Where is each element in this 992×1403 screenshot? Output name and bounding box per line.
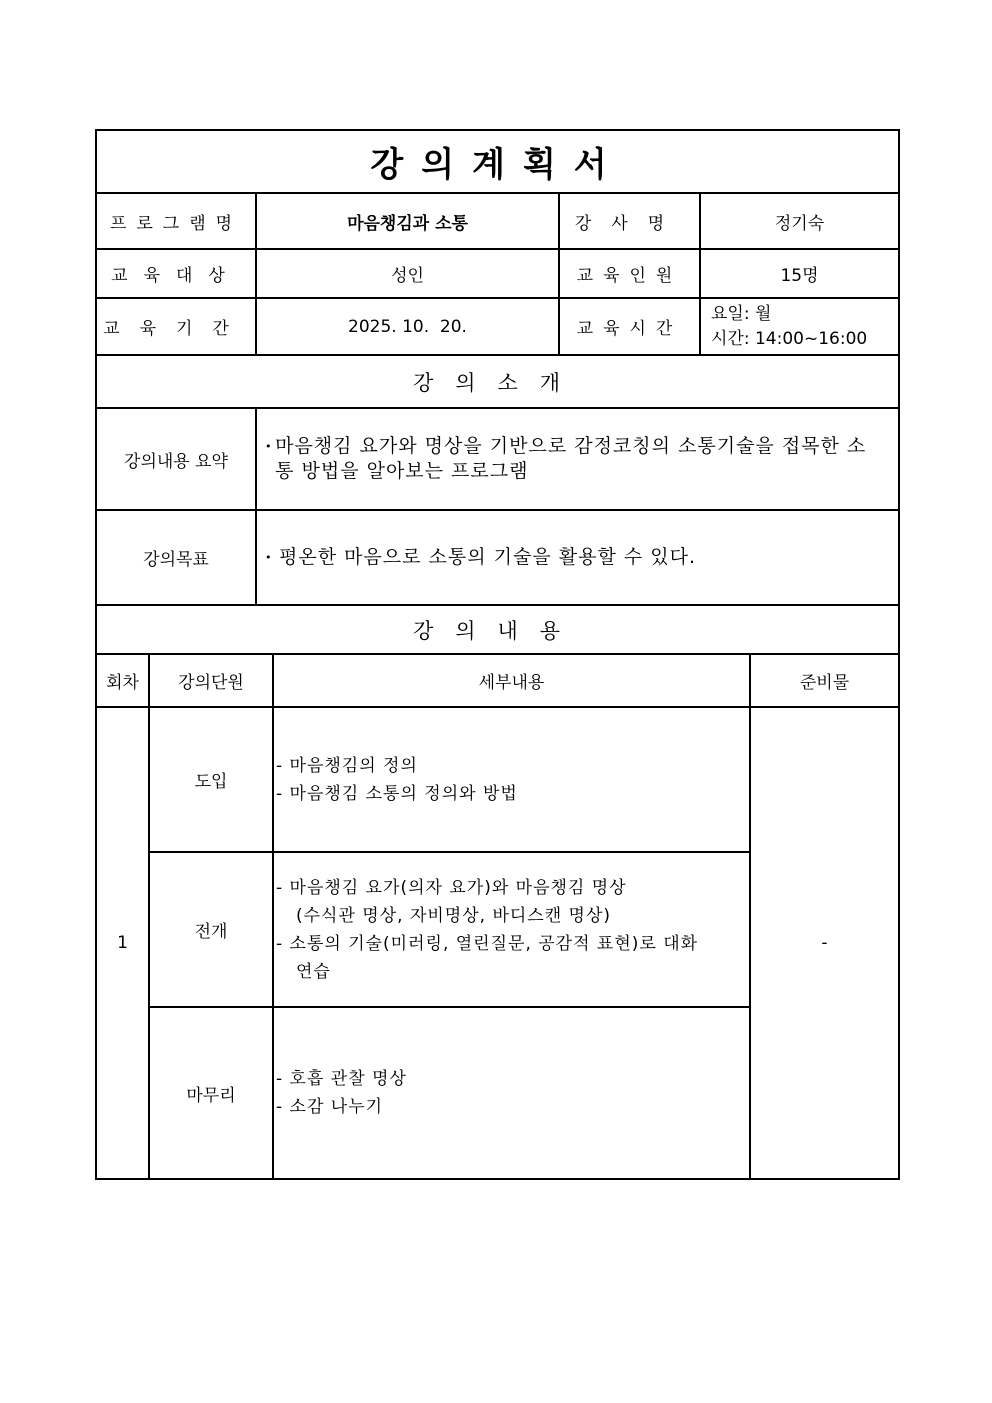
unit-details: [273, 852, 750, 1007]
period-label: 교육기간: [96, 298, 256, 355]
session-number: 1: [96, 707, 149, 1179]
headcount-label: 교육인원: [559, 249, 700, 298]
instructor-label: 강사명: [559, 193, 700, 249]
unit-name: 도입: [149, 707, 273, 852]
target-label: 교육대상: [96, 249, 256, 298]
unit-name: 전개: [149, 852, 273, 1007]
time-hours: 시간: 14:00~16:00: [711, 328, 868, 349]
period-value: 2025. 10. 20.: [256, 298, 559, 355]
detail-line: (수식관 명상, 자비명상, 바디스캔 명상): [296, 905, 612, 926]
goal-cell: [256, 510, 899, 605]
detail-line: - 소통의 기술(미러링, 열린질문, 공감적 표현)로 대화: [276, 933, 699, 954]
goal-text: 평온한 마음으로 소통의 기술을 활용할 수 있다.: [279, 546, 697, 568]
program-value: 마음챙김과 소통: [256, 193, 559, 249]
summary-text: 마음챙김 요가와 명상을 기반으로 감정코칭의 소통기술을 접목한 소통 방법을 알아보는 프로그램: [275, 435, 867, 482]
intro-section-heading: 강의소개: [96, 355, 899, 408]
time-value: [700, 298, 899, 355]
detail-line: - 마음챙김 소통의 정의와 방법: [276, 783, 518, 804]
detail-line: - 마음챙김의 정의: [276, 755, 418, 776]
unit-details: [273, 707, 750, 852]
program-label: 프로그램명: [96, 193, 256, 249]
content-table: [95, 653, 900, 1180]
summary-label: 강의내용 요약: [96, 408, 256, 510]
unit-details: [273, 1007, 750, 1179]
lecture-plan-document: [95, 129, 898, 1180]
column-header-session: 회차: [96, 654, 149, 707]
time-day: 요일: 월: [711, 303, 772, 324]
content-section-heading: 강의내용: [96, 605, 899, 654]
instructor-value: 정기숙: [700, 193, 899, 249]
column-header-unit: 강의단원: [149, 654, 273, 707]
materials-value: -: [750, 707, 899, 1179]
headcount-value: 15명: [700, 249, 899, 298]
header-table: [95, 129, 900, 655]
detail-line: - 호흡 관찰 명상: [276, 1069, 407, 1089]
summary-cell: [256, 408, 899, 510]
unit-name: 마무리: [149, 1007, 273, 1179]
target-value: 성인: [256, 249, 559, 298]
detail-line: - 마음챙김 요가(의자 요가)와 마음챙김 명상: [276, 877, 627, 898]
goal-label: 강의목표: [96, 510, 256, 605]
column-header-details: 세부내용: [273, 654, 750, 707]
bullet-icon: •: [265, 440, 273, 453]
document-title: 강의계획서: [96, 130, 899, 193]
bullet-icon: •: [265, 551, 273, 564]
detail-line: 연습: [296, 961, 331, 982]
detail-line: - 소감 나누기: [276, 1097, 384, 1117]
column-header-materials: 준비물: [750, 654, 899, 707]
time-label: 교육시간: [559, 298, 700, 355]
